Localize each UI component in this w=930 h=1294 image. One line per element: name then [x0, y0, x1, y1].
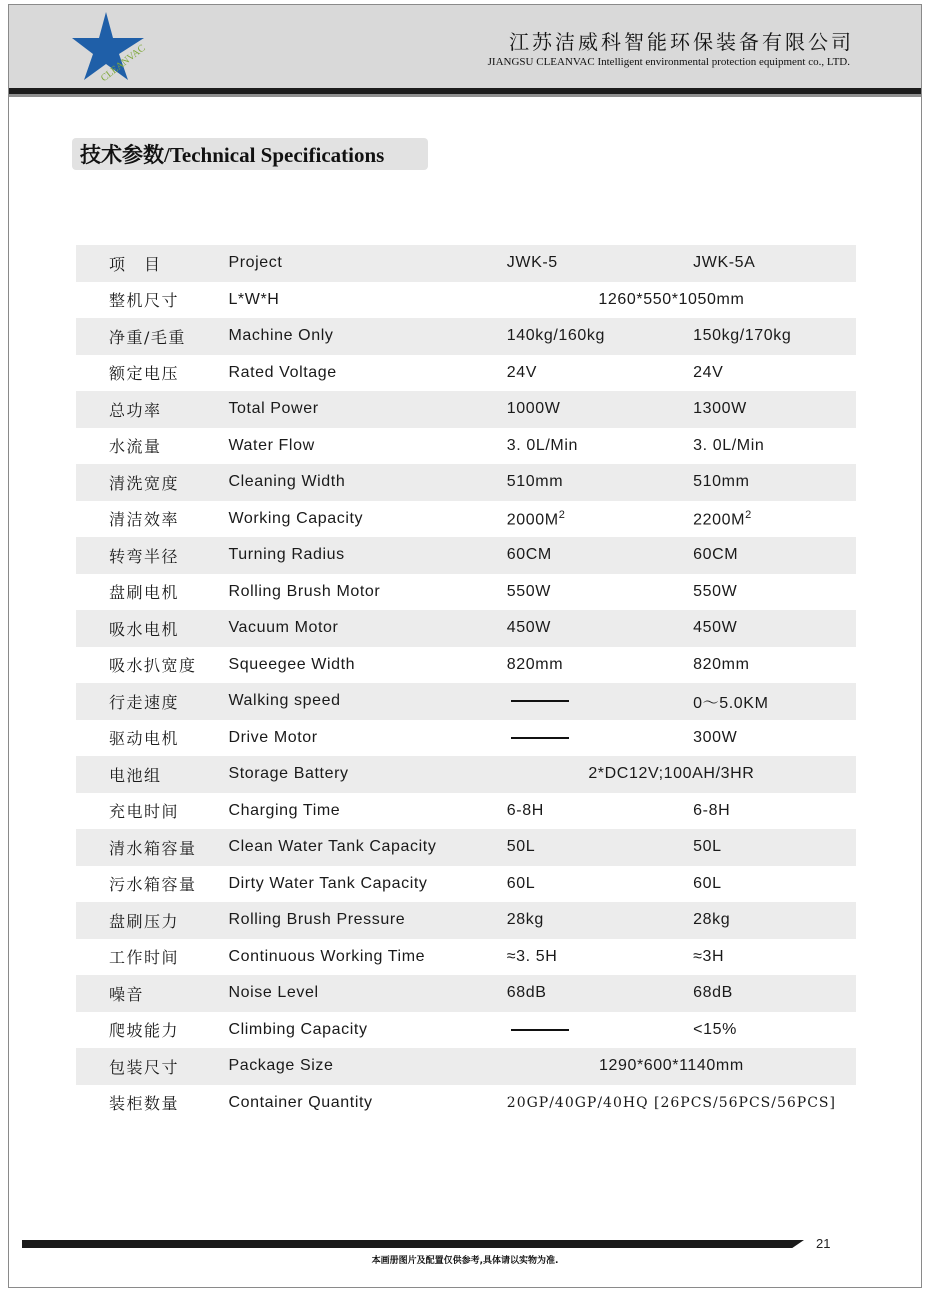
value-text: 50L: [506, 838, 536, 856]
param-value-jwk5: [507, 391, 693, 428]
param-value-jwk5: [507, 428, 693, 465]
table-row: [76, 829, 856, 866]
param-name-en: Water Flow: [228, 436, 315, 454]
param-name-en: Drive Motor: [228, 728, 318, 746]
param-value-jwk5a: [693, 537, 856, 574]
param-value-jwk5: [507, 793, 693, 830]
param-name-cn: 转弯半径: [76, 537, 228, 574]
param-name-en: Charging Time: [228, 801, 341, 819]
value-text: JWK-5A: [693, 254, 756, 272]
value-text: <15%: [693, 1020, 737, 1038]
param-name-en: Container Quantity: [228, 1093, 373, 1111]
param-value-jwk5: [507, 939, 693, 976]
param-name-cn: 包装尺寸: [76, 1048, 228, 1085]
value-text: ≈3. 5H: [506, 947, 558, 965]
param-value-jwk5a: [693, 902, 856, 939]
param-name-cn: 吸水电机: [76, 610, 228, 647]
value-text: 6-8H: [693, 801, 731, 819]
param-name-cn: 额定电压: [109, 364, 180, 384]
table-row: [76, 720, 856, 757]
param-value-jwk5a: [693, 610, 856, 647]
param-value-shared: 1290*600*1140mm: [507, 1048, 856, 1085]
param-value-jwk5a: [693, 1012, 856, 1049]
unit-superscript: 2: [745, 508, 752, 521]
table-row: [76, 1048, 856, 1085]
table-row: [76, 756, 856, 793]
param-name-cn: 充电时间: [109, 802, 180, 822]
value-text: 1000W: [506, 400, 561, 418]
value-text: 3. 0L/Min: [506, 436, 578, 454]
param-value-jwk5a: [693, 829, 856, 866]
param-name-cn: 清水箱容量: [76, 829, 228, 866]
value-text: 3. 0L/Min: [693, 436, 765, 454]
param-name-cn: 总功率: [76, 391, 228, 428]
value-text: 510mm: [506, 473, 564, 491]
table-row: [76, 975, 856, 1012]
value-text: 28kg: [693, 911, 731, 929]
table-row: [76, 683, 856, 720]
header-divider-light: [9, 94, 921, 97]
param-name-en: Rolling Brush Motor: [228, 582, 381, 600]
value-text: 510mm: [693, 473, 750, 491]
value-text: 60L: [693, 874, 722, 892]
table-row: [76, 501, 856, 538]
param-value-jwk5: [507, 647, 693, 684]
param-value-jwk5: [507, 355, 693, 392]
table-row: [76, 355, 856, 392]
param-name-en: Package Size: [228, 1048, 506, 1085]
param-value-jwk5: [507, 318, 693, 355]
value-text: 0～5.0KM: [693, 694, 769, 712]
param-value-jwk5a: [693, 464, 856, 501]
param-name-en: Noise Level: [228, 975, 506, 1012]
param-value-jwk5a: [693, 574, 856, 611]
param-name-cn: 驱动电机: [109, 729, 180, 749]
param-name-cn: 爬坡能力: [109, 1021, 180, 1041]
param-name-cn: 装柜数量: [109, 1094, 180, 1114]
param-name-cn: 整机尺寸: [109, 291, 180, 311]
table-row: [76, 793, 856, 830]
param-value-jwk5a: [693, 391, 856, 428]
value-text: 450W: [693, 619, 738, 637]
table-row: [76, 1012, 856, 1049]
param-value-jwk5: [507, 902, 693, 939]
param-name-en: Climbing Capacity: [228, 1020, 368, 1038]
param-name-cn: 行走速度: [76, 683, 228, 720]
param-name-en: Clean Water Tank Capacity: [228, 829, 506, 866]
value-text: 450W: [506, 619, 551, 637]
value-text: 300W: [693, 728, 738, 746]
value-text: 24V: [506, 363, 538, 381]
param-value-shared: 20GP/40GP/40HQ [26PCS/56PCS/56PCS]: [506, 1094, 836, 1111]
param-name-en: Cleaning Width: [228, 464, 506, 501]
value-text: ≈3H: [693, 947, 725, 965]
param-value-jwk5: [507, 720, 693, 757]
param-name-cn: 污水箱容量: [109, 875, 197, 895]
param-name-cn: 净重/毛重: [76, 318, 228, 355]
param-value-jwk5a: [693, 428, 856, 465]
footer-bar: [22, 1240, 804, 1248]
param-value-jwk5a: [693, 939, 856, 976]
value-text: 550W: [506, 582, 551, 600]
value-text: 28kg: [506, 911, 544, 929]
page-number: 21: [816, 1236, 831, 1251]
value-text: 150kg/170kg: [693, 327, 792, 345]
param-name-cn: 工作时间: [109, 948, 180, 968]
param-name-en: Project: [228, 245, 506, 282]
value-text: 60CM: [693, 546, 739, 564]
table-row: [76, 866, 856, 903]
param-value-jwk5: [507, 975, 693, 1012]
param-name-en: Total Power: [228, 391, 506, 428]
value-text: 2000M: [506, 510, 559, 528]
param-name-en: Storage Battery: [228, 756, 506, 793]
unit-superscript: 2: [558, 508, 566, 521]
param-value-shared: 1260*550*1050mm: [598, 290, 745, 308]
value-text: 1300W: [693, 400, 747, 418]
param-name-en: Continuous Working Time: [228, 947, 426, 965]
table-row: [76, 245, 856, 282]
section-title: 技术参数/Technical Specifications: [72, 138, 428, 170]
table-row: [76, 610, 856, 647]
param-value-jwk5: [507, 866, 693, 903]
param-name-cn: 电池组: [76, 756, 228, 793]
param-name-cn: 盘刷压力: [76, 902, 228, 939]
table-row: [76, 428, 856, 465]
value-text: 2200M: [693, 510, 746, 528]
not-applicable-dash: [511, 1029, 569, 1031]
param-value-jwk5: [507, 501, 693, 538]
param-value-jwk5: [507, 537, 693, 574]
table-row: [76, 902, 856, 939]
param-value-jwk5a: [693, 245, 856, 282]
param-name-cn: 噪音: [76, 975, 228, 1012]
param-value-jwk5: [507, 1012, 693, 1049]
param-name-en: Squeegee Width: [228, 655, 356, 673]
table-row: [76, 647, 856, 684]
param-name-en: L*W*H: [228, 290, 280, 308]
company-name-cn: 江苏洁威科智能环保装备有限公司: [509, 30, 854, 54]
param-value-jwk5a: [693, 355, 856, 392]
param-name-cn: 清洁效率: [109, 510, 180, 530]
table-row: [76, 282, 856, 319]
param-name-en: Working Capacity: [228, 509, 364, 527]
param-value-jwk5: [507, 610, 693, 647]
value-text: 550W: [693, 582, 738, 600]
table-row: [76, 939, 856, 976]
param-name-en: Rated Voltage: [228, 363, 337, 381]
param-name-en: Machine Only: [228, 318, 506, 355]
spec-table-body: [76, 245, 856, 1121]
param-value-jwk5a: [693, 793, 856, 830]
param-value-jwk5a: [693, 318, 856, 355]
param-name-en: Rolling Brush Pressure: [228, 902, 506, 939]
value-text: 24V: [693, 363, 724, 381]
param-name-en: Vacuum Motor: [228, 610, 506, 647]
not-applicable-dash: [511, 737, 569, 739]
not-applicable-dash: [511, 700, 569, 702]
param-value-jwk5a: [693, 501, 856, 538]
param-value-jwk5a: [693, 647, 856, 684]
table-row: [76, 574, 856, 611]
value-text: 50L: [693, 838, 722, 856]
table-row: [76, 537, 856, 574]
value-text: 68dB: [693, 984, 733, 1002]
value-text: 820mm: [693, 655, 750, 673]
param-value-jwk5a: [693, 866, 856, 903]
value-text: 6-8H: [506, 801, 544, 819]
param-value-jwk5: [507, 245, 693, 282]
param-value-jwk5: [507, 574, 693, 611]
value-text: 60L: [506, 874, 536, 892]
company-name-en: JIANGSU CLEANVAC Intelligent environmental protection equipment co., LTD.: [487, 56, 850, 68]
param-name-en: Dirty Water Tank Capacity: [228, 874, 428, 892]
cleanvac-logo: [72, 10, 152, 84]
param-name-cn: 项 目: [76, 245, 228, 282]
param-name-cn: 吸水扒宽度: [109, 656, 197, 676]
param-value-jwk5a: [693, 975, 856, 1012]
param-value-jwk5: [507, 464, 693, 501]
param-value-jwk5: [507, 683, 693, 720]
param-name-en: Turning Radius: [228, 537, 506, 574]
value-text: 60CM: [506, 546, 552, 564]
param-name-cn: 盘刷电机: [109, 583, 180, 603]
param-value-jwk5: [507, 829, 693, 866]
value-text: 68dB: [506, 984, 547, 1002]
param-name-cn: 水流量: [109, 437, 162, 457]
table-row: [76, 1085, 856, 1122]
value-text: 140kg/160kg: [506, 327, 606, 345]
spec-table: [76, 245, 856, 1121]
param-value-jwk5a: [693, 683, 856, 720]
table-row: [76, 318, 856, 355]
param-value-shared: 2*DC12V;100AH/3HR: [507, 756, 856, 793]
logo-text: CLEANVAC: [98, 42, 148, 84]
param-name-cn: 清洗宽度: [76, 464, 228, 501]
value-text: 820mm: [506, 655, 564, 673]
footer-note: 本画册图片及配置仅供参考,具体请以实物为准.: [371, 1256, 559, 1266]
table-row: [76, 391, 856, 428]
table-row: [76, 464, 856, 501]
param-name-en: Walking speed: [228, 683, 506, 720]
param-value-jwk5a: [693, 720, 856, 757]
value-text: JWK-5: [506, 254, 558, 272]
